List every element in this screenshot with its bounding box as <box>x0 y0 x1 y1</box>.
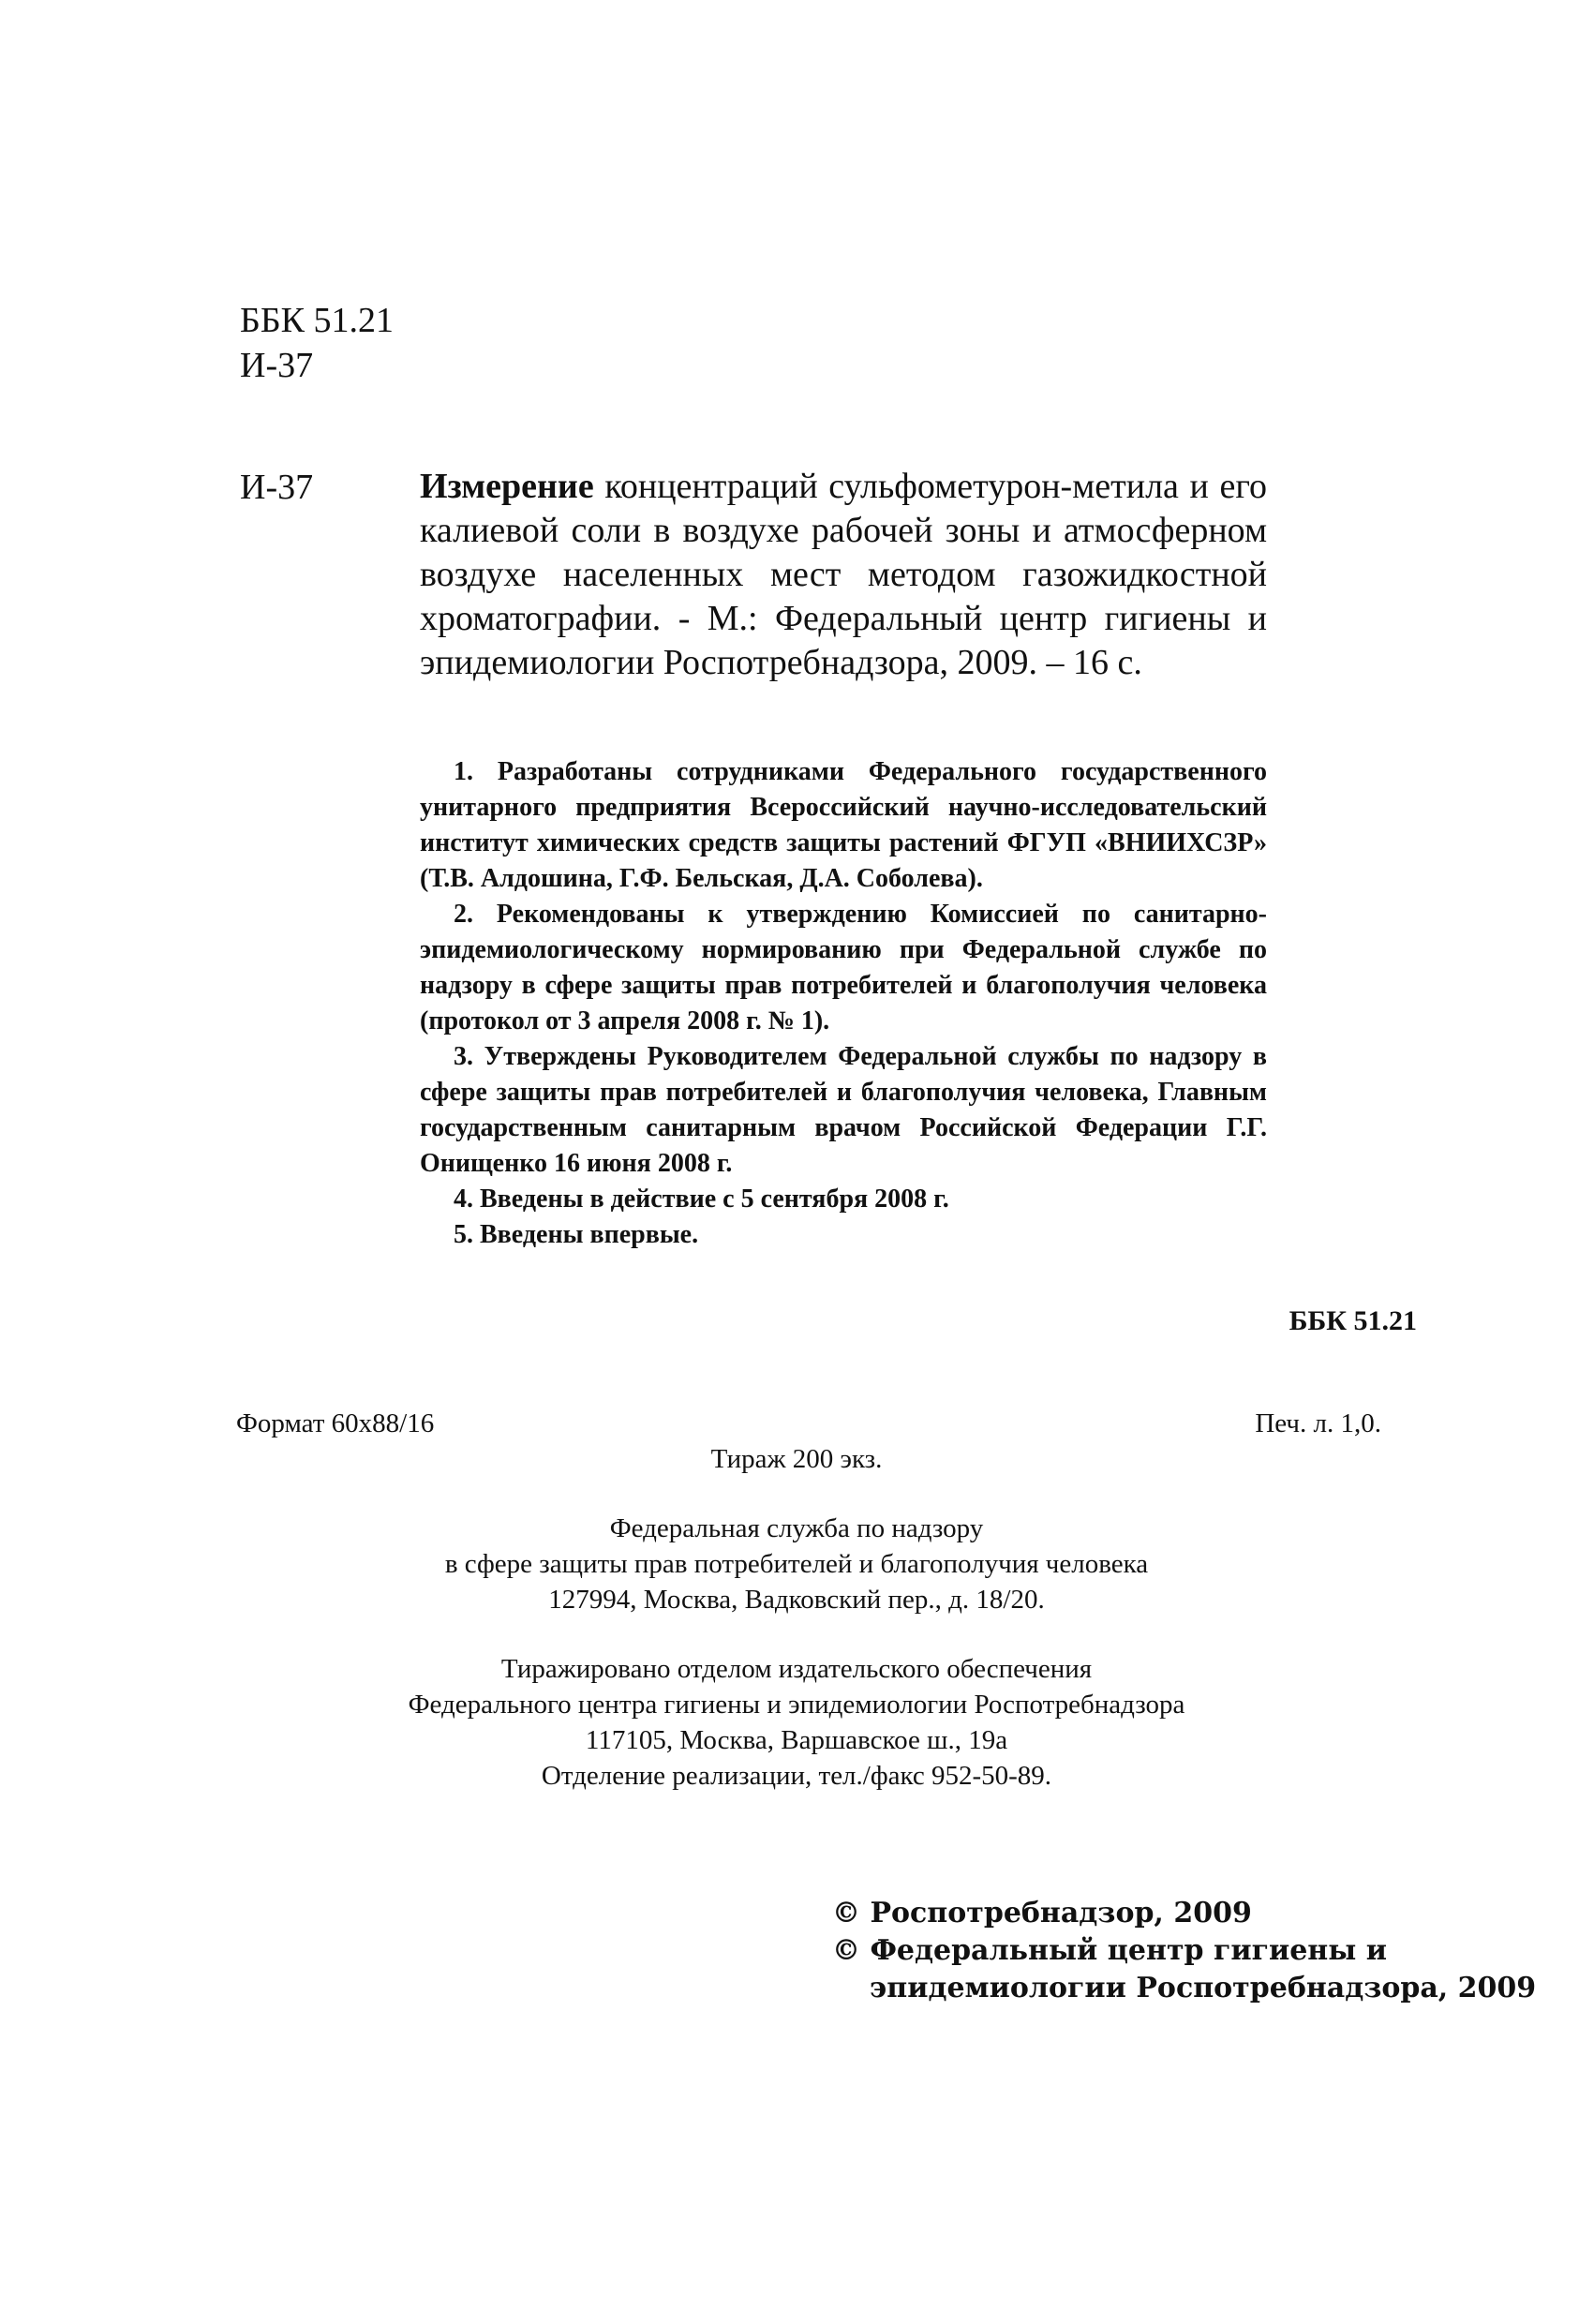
publisher-block <box>328 1511 1265 1617</box>
catalog-codes <box>240 298 394 388</box>
annotation-title: Измерение <box>420 467 594 506</box>
credits-list <box>420 754 1267 1253</box>
copyright-line: © Роспотребнадзор, 2009 <box>832 1897 1252 1929</box>
publisher-line: Федеральная служба по надзору <box>609 1513 984 1543</box>
printer-line: Федерального центра гигиены и эпидемиологии Роспотребнадзора <box>408 1690 1185 1720</box>
format-info: Формат 60х88/16 <box>236 1408 435 1438</box>
credit-item: 3. Утверждены Руководителем Федеральной службы по надзору в сфере защиты прав потребителей и благополучия человека, Главным государственным санитарным врачом Российской Федерации Г.Г. Онищенко 16 июня 2008 г. <box>420 1042 1267 1178</box>
printer-line: 117105, Москва, Варшавское ш., 19а <box>585 1725 1008 1755</box>
printed-sheets-info: Печ. л. 1,0. <box>1255 1408 1381 1438</box>
bbk-code: ББК 51.21 <box>240 301 394 340</box>
bbk-code-right: ББК 51.21 <box>1289 1305 1417 1336</box>
copyright-line: эпидемиологии Роспотребнадзора, 2009 <box>870 1972 1537 2004</box>
printer-block <box>328 1651 1265 1794</box>
author-mark: И-37 <box>240 346 314 385</box>
print-run-info: Тираж 200 экз. <box>710 1444 883 1474</box>
credit-item: 4. Введены в действие с 5 сентября 2008 г. <box>454 1184 949 1214</box>
bibliographic-annotation <box>420 465 1267 685</box>
credit-item: 2. Рекомендованы к утверждению Комиссией по санитарно-эпидемиологическому нормированию при Федеральной службе по надзору в сфере защиты прав потребителей и благополучия человека (протокол от 3 апреля 2008 г. № 1). <box>420 900 1267 1035</box>
printer-line: Отделение реализации, тел./факс 952-50-89. <box>541 1761 1052 1791</box>
printer-line: Тиражировано отделом издательского обеспечения <box>500 1654 1093 1684</box>
copyright-line: © Федеральный центр гигиены и <box>832 1934 1388 1967</box>
copyright-block <box>832 1895 1536 2007</box>
publisher-line: в сфере защиты прав потребителей и благополучия человека <box>444 1549 1149 1579</box>
annotation-text: концентраций сульфометурон-метила и его калиевой соли в воздухе рабочей зоны и атмосферном воздухе населенных мест методом газожидкостной хроматографии. - М.: Федеральный центр гигиены и эпидемиологии Роспотребнадзора, 2009. – 16 с. <box>420 467 1267 682</box>
credit-item: 5. Введены впервые. <box>454 1220 699 1249</box>
credit-item: 1. Разработаны сотрудниками Федерального государственного унитарного предприятия Всероссийский научно-исследовательский институт химических средств защиты растений ФГУП «ВНИИХСЗР» (Т.В. Алдошина, Г.Ф. Бельская, Д.А. Соболева). <box>420 757 1267 893</box>
author-mark-margin: И-37 <box>240 468 314 507</box>
publisher-line: 127994, Москва, Вадковский пер., д. 18/20. <box>548 1585 1045 1615</box>
